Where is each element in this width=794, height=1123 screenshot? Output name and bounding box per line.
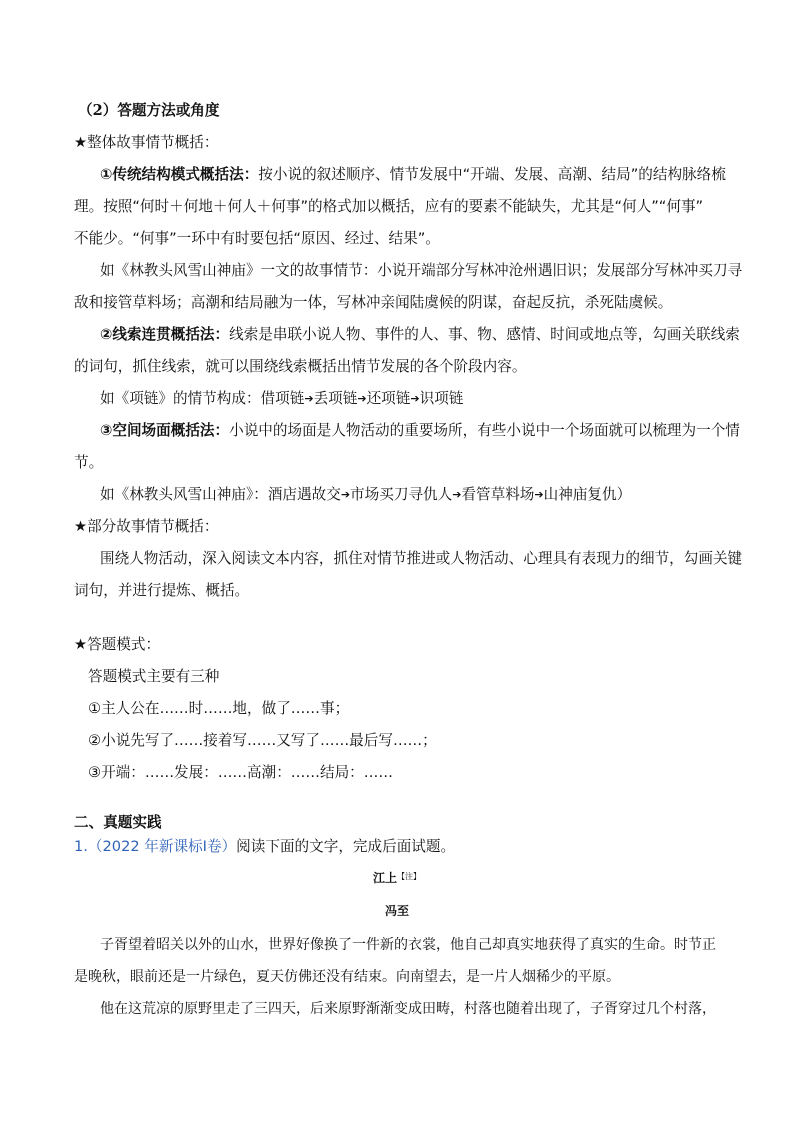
question-source: 1.（2022 年新课标Ⅰ卷） <box>74 838 237 855</box>
passage-note-mark: 【注】 <box>397 872 421 881</box>
arrow-icon: ➔ <box>304 392 314 405</box>
partial-plot-line2: 词句，并进行提炼、概括。 <box>74 582 250 599</box>
method3-line2: 节。 <box>74 454 104 471</box>
method3-example <box>100 484 631 506</box>
passage-p2-line1: 他在这荒凉的原野里走了三四天，后来原野渐渐变成田畴，村落也随着出现了，子胥穿过几个村落， <box>100 1001 716 1017</box>
passage-author: 冯至 <box>384 904 409 918</box>
method2-label: ②线索连贯概括法： <box>100 326 230 343</box>
method2-text: 线索是串联小说人物、事件的人、事、物、感情、时间或地点等，勾画关联线索 <box>229 326 740 343</box>
method2-example <box>100 388 463 410</box>
chain-step: 山神庙复仇） <box>543 486 632 503</box>
passage-p1-line2: 是晚秋，眼前还是一片绿色，夏天仿佛还没有结束。向南望去，是一片人烟稀少的平原。 <box>74 969 620 985</box>
arrow-icon: ➔ <box>357 392 367 405</box>
method1-text: 按小说的叙述顺序、情节发展中“开端、发展、高潮、结局”的结构脉络梳 <box>258 166 726 183</box>
method1-example-line1: 如《林教头风雪山神庙》一文的故事情节：小说开端部分写林冲沧州遇旧识；发展部分写林冲买刀寻 <box>100 262 743 279</box>
arrow-icon: ➔ <box>534 488 544 501</box>
method3-text: 小说中的场面是人物活动的重要场所，有些小说中一个场面就可以梳理为一个情 <box>229 422 740 439</box>
method1-line1 <box>100 164 726 186</box>
partial-plot-line1: 围绕人物活动，深入阅读文本内容，抓住对情节推进或人物活动、心理具有表现力的细节，勾画关键 <box>100 550 743 567</box>
method1-line2: 理。按照“何时＋何地＋何人＋何事”的格式加以概括，应有的要素不能缺失，尤其是“何人”“何事” <box>74 198 704 215</box>
answer-pattern-title: ★答题模式： <box>74 636 161 653</box>
answer-pattern-item: ②小说先写了……接着写……又写了……最后写……； <box>88 732 437 749</box>
practice-heading: 二、真题实践 <box>74 814 162 831</box>
answer-pattern-item: ③开端：……发展：……高潮：……结局：…… <box>88 764 393 781</box>
partial-plot-title: ★部分故事情节概括： <box>74 518 219 535</box>
chain-step: 识项链 <box>419 390 464 407</box>
method3-line1 <box>100 420 740 442</box>
overall-plot-title: ★整体故事情节概括： <box>74 134 219 151</box>
chain-step: 丢项链 <box>313 390 358 407</box>
question-instruction: 阅读下面的文字，完成后面试题。 <box>236 838 456 855</box>
example-prefix: 如《林教头风雪山神庙》： <box>100 486 268 503</box>
method3-label: ③空间场面概括法： <box>100 422 230 439</box>
passage-title <box>0 868 794 887</box>
chain-step: 借项链 <box>260 390 305 407</box>
section-heading: （2）答题方法或角度 <box>78 102 220 119</box>
chain-step: 看管草料场 <box>461 486 535 503</box>
method1-line3: 不能少。“何事”一环中有时要包括“原因、经过、结果”。 <box>74 230 440 247</box>
method2-line2: 的词句，抓住线索，就可以围绕线索概括出情节发展的各个阶段内容。 <box>74 358 527 375</box>
example-prefix: 如《项链》的情节构成： <box>100 390 261 407</box>
answer-pattern-item: ①主人公在……时……地，做了……事； <box>88 700 350 717</box>
method1-example-line2: 敌和接管草料场；高潮和结局融为一体，写林冲亲闻陆虞候的阴谋，奋起反抗，杀死陆虞候。 <box>74 294 673 311</box>
arrow-icon: ➔ <box>340 488 351 501</box>
chain-step: 还项链 <box>366 390 411 407</box>
chain-step: 酒店遇故交 <box>267 486 341 503</box>
method2-line1 <box>100 324 740 346</box>
method1-label: ①传统结构模式概括法： <box>100 166 259 183</box>
question-1 <box>74 836 455 858</box>
passage-title-text: 江上 <box>372 871 397 885</box>
arrow-icon: ➔ <box>410 392 420 405</box>
answer-pattern-intro: 答题模式主要有三种 <box>88 668 220 685</box>
passage-p1-line1: 子胥望着昭关以外的山水，世界好像换了一件新的衣裳，他自己却真实地获得了真实的生命。时节正 <box>100 937 716 953</box>
arrow-icon: ➔ <box>452 488 462 501</box>
chain-step: 市场买刀寻仇人 <box>350 486 453 503</box>
